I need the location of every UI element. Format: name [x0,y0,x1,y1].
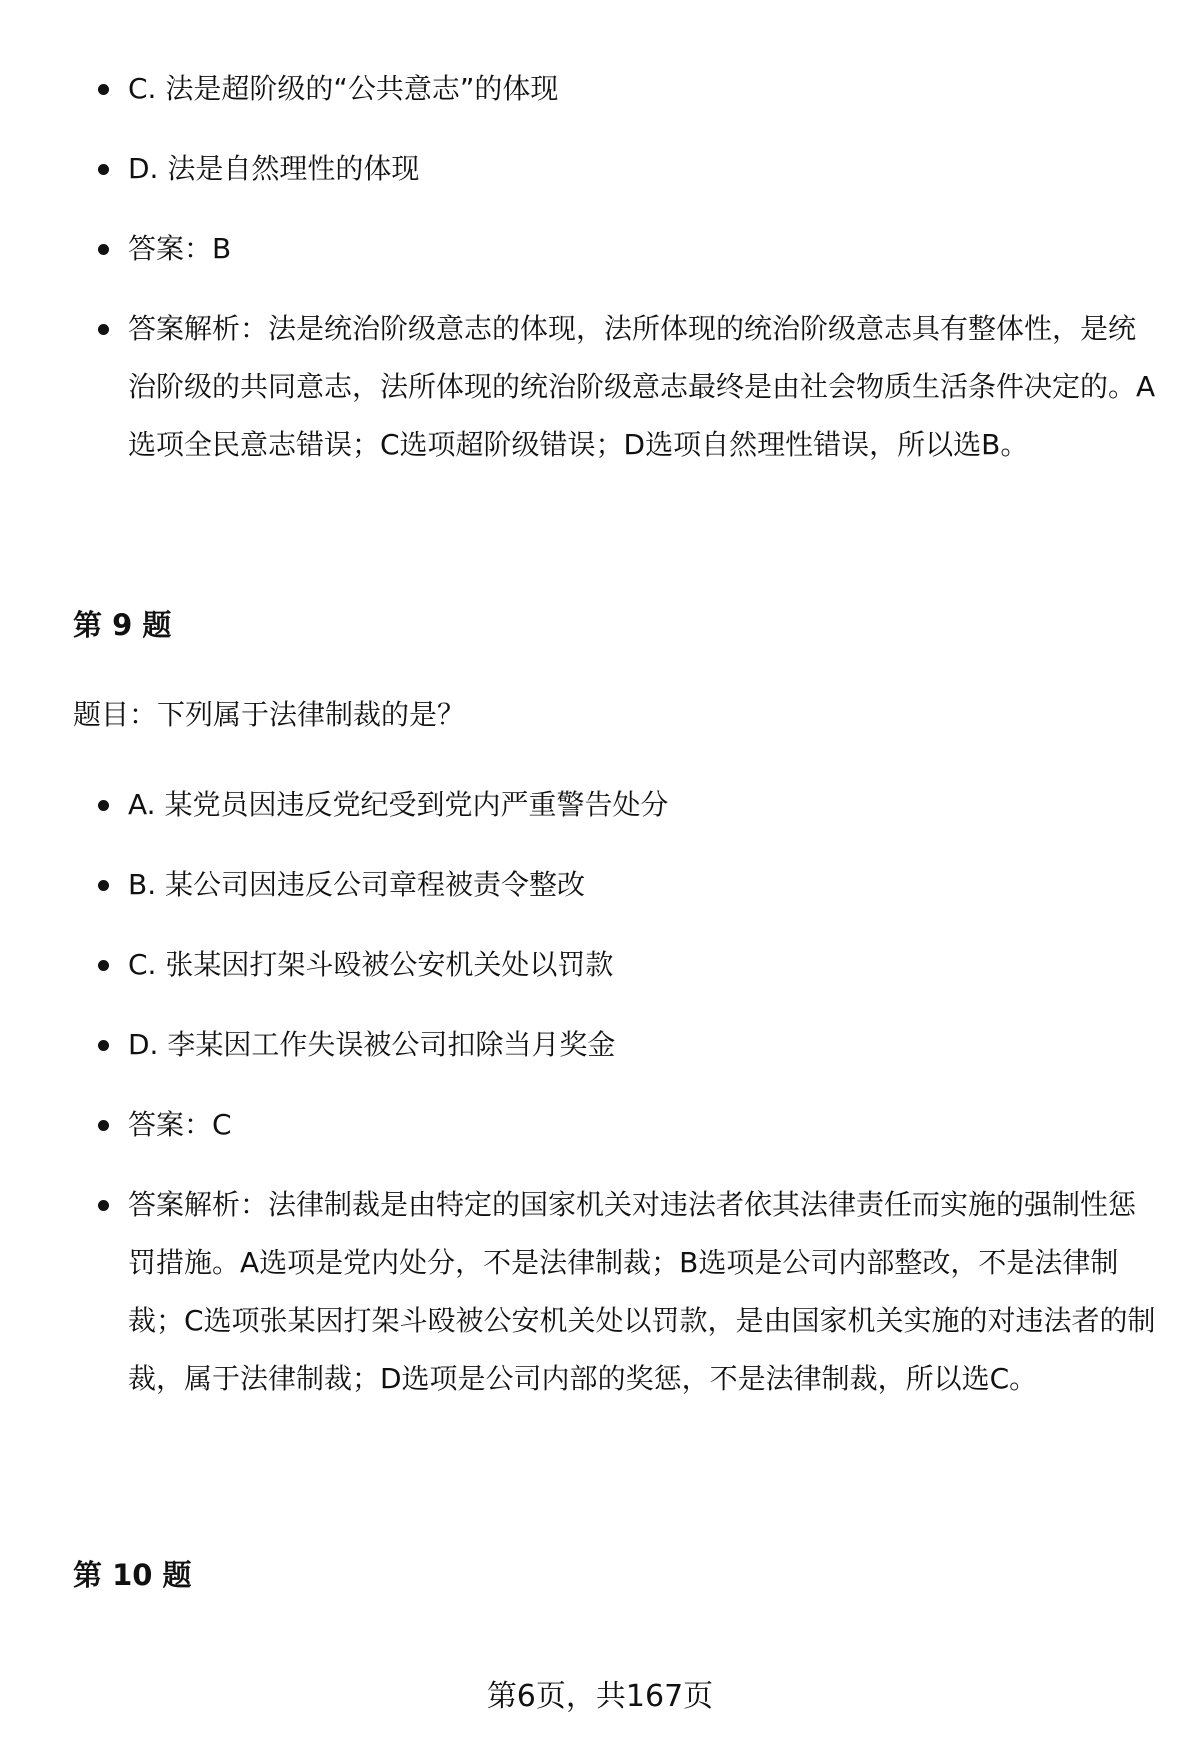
list-item [0,1016,1200,1074]
bullet-icon [98,800,109,811]
q9-list [0,776,1200,1408]
bullet-icon [98,244,109,255]
q9-option-b: B. 某公司因违反公司章程被责令整改 [128,868,586,901]
q9-heading: 第 9 题 [73,608,172,642]
bullet-icon [98,1040,109,1051]
q8-answer: 答案：B [128,232,232,265]
page-number: 第6页，共167页 [486,1679,714,1714]
bullet-icon [98,960,109,971]
bullet-icon [98,84,109,95]
q9-option-d: D. 李某因工作失误被公司扣除当月奖金 [128,1028,616,1061]
bullet-icon [98,1200,109,1211]
bullet-icon [98,324,109,335]
list-item [0,60,1200,118]
q8-explanation: 答案解析：法是统治阶级意志的体现，法所体现的统治阶级意志具有整体性，是统治阶级的共同意志，法所体现的统治阶级意志最终是由社会物质生活条件决定的。A选项全民意志错误；C选项超阶级错误；D选项自然理性错误，所以选B。 [128,312,1156,461]
q10-heading: 第 10 题 [73,1558,192,1592]
list-item [0,776,1200,834]
q8-option-d: D. 法是自然理性的体现 [128,152,420,185]
list-item [0,1096,1200,1154]
q9-option-c: C. 张某因打架斗殴被公安机关处以罚款 [128,948,614,981]
bullet-icon [98,164,109,175]
list-item [0,1176,1200,1408]
q8-list [0,60,1200,474]
q9-question: 题目：下列属于法律制裁的是？ [73,698,466,731]
bullet-icon [98,1120,109,1131]
bullet-icon [98,880,109,891]
list-item [0,220,1200,278]
list-item [0,140,1200,198]
list-item [0,856,1200,914]
list-item [0,300,1200,474]
list-item [0,936,1200,994]
q9-explanation: 答案解析：法律制裁是由特定的国家机关对违法者依其法律责任而实施的强制性惩罚措施。A选项是党内处分，不是法律制裁；B选项是公司内部整改，不是法律制裁；C选项张某因打架斗殴被公安机关处以罚款，是由国家机关实施的对违法者的制裁，属于法律制裁；D选项是公司内部的奖惩，不是法律制裁，所以选C。 [128,1188,1156,1395]
q8-option-c: C. 法是超阶级的“公共意志”的体现 [128,72,559,105]
q9-answer: 答案：C [128,1108,232,1141]
q9-option-a: A. 某党员因违反党纪受到党内严重警告处分 [128,788,669,821]
